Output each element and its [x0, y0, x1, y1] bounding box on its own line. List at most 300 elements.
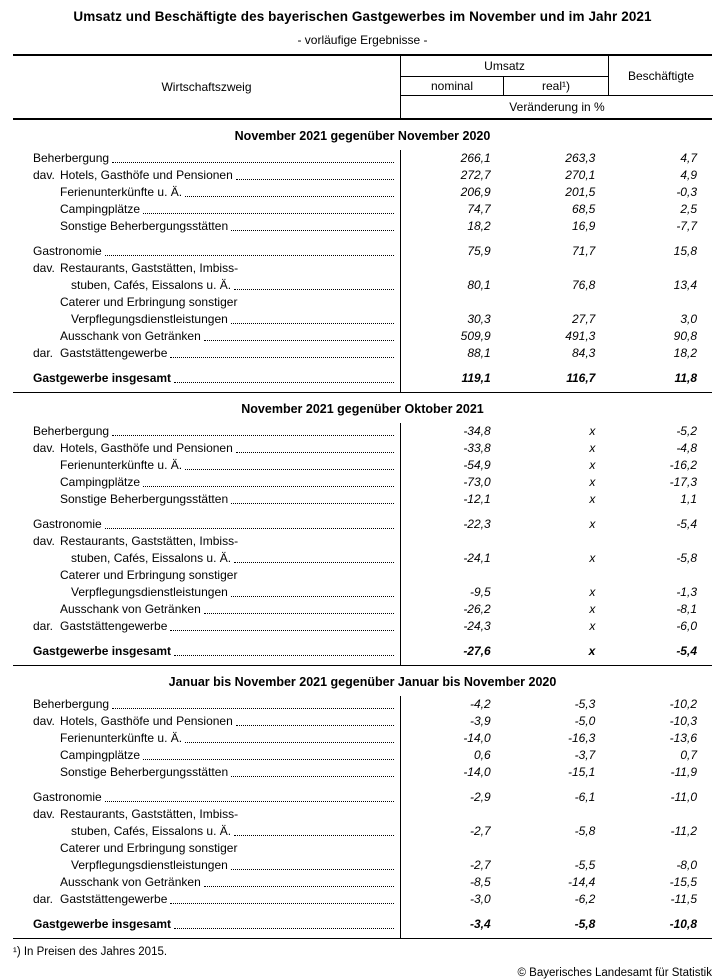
- table-row: [13, 806, 712, 823]
- column-header-change: Veränderung in %: [509, 100, 605, 114]
- row-values: [400, 806, 712, 823]
- section-title: November 2021 gegenüber November 2020: [234, 129, 491, 143]
- copyright-notice: © Bayerisches Landesamt für Statistik: [517, 967, 712, 979]
- table-row: [13, 167, 712, 184]
- table-row: [13, 362, 712, 392]
- value-real: x: [589, 475, 596, 489]
- row-label: stuben, Cafés, Eissalons u. Ä.: [71, 278, 232, 292]
- value-real: -3,7: [574, 748, 596, 762]
- row-label-cell: [13, 150, 400, 167]
- row-label-cell: [13, 508, 400, 533]
- dot-leader: [109, 696, 400, 713]
- table-row: [13, 423, 712, 440]
- table-row: [13, 294, 712, 311]
- row-label-cell: [13, 874, 400, 891]
- row-values: [400, 167, 712, 184]
- table-row: [13, 891, 712, 908]
- value-beschaeftigte: -11,0: [670, 790, 697, 804]
- row-label-cell: [13, 311, 400, 328]
- dot-leader: [182, 184, 400, 201]
- page-subtitle: - vorläufige Ergebnisse -: [297, 33, 428, 47]
- row-values: [400, 874, 712, 891]
- value-beschaeftigte: -5,8: [676, 551, 697, 565]
- table-row: [13, 747, 712, 764]
- row-prefix: [33, 201, 60, 218]
- value-nominal: 80,1: [467, 278, 491, 292]
- dot-leader: [228, 857, 400, 874]
- dot-leader: [228, 764, 400, 781]
- row-label: Hotels, Gasthöfe und Pensionen: [60, 714, 233, 728]
- value-nominal: -9,5: [469, 585, 491, 599]
- page-title: Umsatz und Beschäftigte des bayerischen Gastgewerbes im November und im Jahr 2021: [73, 9, 652, 24]
- value-nominal: -33,8: [463, 441, 491, 455]
- value-real: x: [589, 585, 596, 599]
- value-beschaeftigte: 1,1: [680, 492, 697, 506]
- value-nominal: -24,1: [463, 551, 491, 565]
- row-label: Gaststättengewerbe: [60, 619, 168, 633]
- row-label-cell: [13, 806, 400, 823]
- dot-leader: [171, 916, 400, 933]
- value-beschaeftigte: -4,8: [676, 441, 697, 455]
- row-values: [400, 908, 712, 938]
- table-row: [13, 550, 712, 567]
- value-real: 263,3: [565, 151, 596, 165]
- value-nominal: -2,9: [469, 790, 491, 804]
- row-values: [400, 533, 712, 550]
- row-label: Restaurants, Gaststätten, Imbiss-: [60, 261, 239, 275]
- value-beschaeftigte: -11,2: [670, 824, 697, 838]
- dot-leader: [228, 584, 400, 601]
- row-values: [400, 440, 712, 457]
- value-real: -14,4: [567, 875, 596, 889]
- value-beschaeftigte: -8,1: [676, 602, 697, 616]
- dot-leader: [109, 423, 400, 440]
- table-row: [13, 440, 712, 457]
- row-values: [400, 550, 712, 567]
- table-section: [13, 666, 712, 939]
- table-row: [13, 277, 712, 294]
- row-values: [400, 857, 712, 874]
- value-real: x: [589, 424, 596, 438]
- dot-leader: [233, 167, 400, 184]
- value-beschaeftigte: -5,4: [676, 517, 697, 531]
- row-values: [400, 618, 712, 635]
- row-values: [400, 184, 712, 201]
- column-header-umsatz: Umsatz: [401, 56, 608, 77]
- value-beschaeftigte: 0,7: [680, 748, 697, 762]
- value-beschaeftigte: 15,8: [673, 244, 697, 258]
- row-values: [400, 781, 712, 806]
- row-prefix: dav.: [33, 807, 55, 821]
- value-nominal: 272,7: [460, 168, 491, 182]
- row-prefix: [33, 823, 60, 840]
- row-label: Gastgewerbe insgesamt: [33, 644, 172, 658]
- dot-leader: [102, 243, 400, 260]
- value-beschaeftigte: -5,2: [676, 424, 697, 438]
- value-real: x: [589, 551, 596, 565]
- row-label: Ferienunterkünfte u. Ä.: [60, 185, 183, 199]
- row-label: Restaurants, Gaststätten, Imbiss-: [60, 807, 239, 821]
- row-label-cell: [13, 184, 400, 201]
- row-prefix: dav.: [33, 441, 55, 455]
- row-prefix: [33, 474, 60, 491]
- section-rows: [13, 150, 712, 392]
- value-beschaeftigte: -11,9: [670, 765, 697, 779]
- table-row: [13, 201, 712, 218]
- value-beschaeftigte: -0,3: [676, 185, 697, 199]
- value-beschaeftigte: -15,5: [669, 875, 697, 889]
- row-values: [400, 328, 712, 345]
- row-values: [400, 423, 712, 440]
- dot-leader: [109, 150, 400, 167]
- value-beschaeftigte: 4,7: [680, 151, 697, 165]
- row-values: [400, 584, 712, 601]
- row-values: [400, 201, 712, 218]
- table-row: [13, 908, 712, 938]
- dot-leader: [140, 201, 400, 218]
- row-label: Beherbergung: [33, 697, 110, 711]
- row-label-cell: [13, 584, 400, 601]
- value-real: -5,0: [574, 714, 596, 728]
- value-beschaeftigte: -6,0: [676, 619, 697, 633]
- column-header-branch: Wirtschaftszweig: [161, 80, 252, 94]
- row-label: Campingplätze: [60, 475, 141, 489]
- value-real: x: [588, 644, 596, 658]
- row-values: [400, 840, 712, 857]
- row-values: [400, 601, 712, 618]
- value-real: 68,5: [571, 202, 596, 216]
- value-beschaeftigte: -5,4: [676, 644, 697, 658]
- value-real: 27,7: [571, 312, 596, 326]
- row-prefix: dav.: [33, 168, 55, 182]
- row-values: [400, 362, 712, 392]
- row-prefix: [33, 491, 60, 508]
- row-label: Beherbergung: [33, 424, 110, 438]
- row-label-cell: [13, 781, 400, 806]
- row-label: Hotels, Gasthöfe und Pensionen: [60, 168, 233, 182]
- row-prefix: dav.: [33, 714, 55, 728]
- table-row: [13, 218, 712, 235]
- dot-leader: [231, 550, 400, 567]
- value-nominal: 509,9: [460, 329, 491, 343]
- table-row: [13, 764, 712, 781]
- dot-leader: [233, 713, 400, 730]
- value-real: x: [589, 602, 596, 616]
- row-label: Ausschank von Getränken: [60, 875, 201, 889]
- value-real: -5,3: [574, 697, 596, 711]
- row-prefix: dav.: [33, 534, 55, 548]
- row-label-cell: [13, 550, 400, 567]
- table-row: [13, 730, 712, 747]
- row-values: [400, 457, 712, 474]
- table-row: [13, 584, 712, 601]
- row-values: [400, 508, 712, 533]
- row-label: Campingplätze: [60, 748, 141, 762]
- table-row: [13, 618, 712, 635]
- dot-leader: [167, 891, 400, 908]
- row-label-cell: [13, 328, 400, 345]
- dot-leader: [233, 440, 400, 457]
- dot-leader: [171, 643, 400, 660]
- table-sections: [13, 120, 712, 939]
- row-values: [400, 474, 712, 491]
- value-nominal: 18,2: [467, 219, 491, 233]
- table-row: [13, 345, 712, 362]
- row-values: [400, 747, 712, 764]
- value-beschaeftigte: -10,2: [669, 697, 697, 711]
- row-prefix: [33, 840, 60, 857]
- row-label: Gaststättengewerbe: [60, 892, 168, 906]
- dot-leader: [140, 474, 400, 491]
- value-real: x: [589, 492, 596, 506]
- table-row: [13, 457, 712, 474]
- table-row: [13, 328, 712, 345]
- row-label-cell: [13, 474, 400, 491]
- value-beschaeftigte: -1,3: [676, 585, 697, 599]
- value-beschaeftigte: 3,0: [680, 312, 697, 326]
- value-nominal: 0,6: [473, 748, 491, 762]
- table-row: [13, 696, 712, 713]
- row-prefix: dav.: [33, 261, 55, 275]
- value-real: -5,8: [574, 917, 596, 931]
- row-label-cell: [13, 747, 400, 764]
- value-nominal: 119,1: [461, 371, 491, 385]
- row-values: [400, 218, 712, 235]
- value-nominal: -24,3: [463, 619, 491, 633]
- value-real: 491,3: [565, 329, 596, 343]
- row-label-cell: [13, 635, 400, 665]
- value-real: x: [589, 517, 596, 531]
- row-prefix: [33, 601, 60, 618]
- row-values: [400, 713, 712, 730]
- dot-leader: [201, 874, 400, 891]
- dot-leader: [201, 601, 400, 618]
- row-label-cell: [13, 218, 400, 235]
- value-real: 84,3: [571, 346, 596, 360]
- value-beschaeftigte: 18,2: [673, 346, 697, 360]
- table-row: [13, 857, 712, 874]
- row-label-cell: [13, 764, 400, 781]
- value-beschaeftigte: 11,8: [674, 371, 697, 385]
- row-values: [400, 150, 712, 167]
- dot-leader: [140, 747, 400, 764]
- table-row: [13, 601, 712, 618]
- row-values: [400, 491, 712, 508]
- value-nominal: -26,2: [463, 602, 491, 616]
- table-header-right: [400, 56, 712, 118]
- row-label: Sonstige Beherbergungsstätten: [60, 492, 229, 506]
- section-rows: [13, 696, 712, 938]
- row-label-cell: [13, 730, 400, 747]
- value-real: -5,5: [574, 858, 596, 872]
- value-real: 16,9: [571, 219, 596, 233]
- value-nominal: -14,0: [463, 731, 491, 745]
- row-label: Beherbergung: [33, 151, 110, 165]
- value-nominal: -3,9: [469, 714, 491, 728]
- row-label: Verpflegungsdienstleistungen: [71, 858, 228, 872]
- row-prefix: [33, 764, 60, 781]
- column-header-beschaeftigte: Beschäftigte: [608, 56, 713, 96]
- row-label-cell: [13, 201, 400, 218]
- row-label: Sonstige Beherbergungsstätten: [60, 219, 229, 233]
- row-label: Caterer und Erbringung sonstiger: [60, 295, 238, 309]
- row-label: Ferienunterkünfte u. Ä.: [60, 458, 183, 472]
- table-row: [13, 474, 712, 491]
- table-row: [13, 150, 712, 167]
- row-prefix: [33, 277, 60, 294]
- value-nominal: 206,9: [460, 185, 491, 199]
- row-label: Gastronomie: [33, 790, 102, 804]
- row-label: Caterer und Erbringung sonstiger: [60, 841, 238, 855]
- row-values: [400, 567, 712, 584]
- value-beschaeftigte: -7,7: [676, 219, 697, 233]
- value-nominal: -2,7: [469, 824, 491, 838]
- row-label: Gastgewerbe insgesamt: [33, 917, 172, 931]
- table-row: [13, 235, 712, 260]
- row-prefix: [33, 457, 60, 474]
- table-section: [13, 120, 712, 393]
- dot-leader: [231, 823, 400, 840]
- value-nominal: -22,3: [463, 517, 491, 531]
- row-values: [400, 764, 712, 781]
- value-beschaeftigte: -17,3: [669, 475, 697, 489]
- value-real: -5,8: [574, 824, 596, 838]
- row-label-cell: [13, 362, 400, 392]
- row-values: [400, 635, 712, 665]
- value-real: x: [589, 441, 596, 455]
- table-section: [13, 393, 712, 666]
- dot-leader: [228, 311, 400, 328]
- value-nominal: 75,9: [467, 244, 491, 258]
- row-prefix: [33, 311, 60, 328]
- table-header: [13, 54, 712, 120]
- row-values: [400, 891, 712, 908]
- row-label-cell: [13, 908, 400, 938]
- dot-leader: [182, 457, 400, 474]
- table-row: [13, 260, 712, 277]
- statistics-table: [13, 54, 712, 939]
- value-real: x: [589, 619, 596, 633]
- row-label-cell: [13, 857, 400, 874]
- value-nominal: -12,1: [463, 492, 491, 506]
- row-label-cell: [13, 891, 400, 908]
- value-beschaeftigte: 2,5: [680, 202, 697, 216]
- row-label: Caterer und Erbringung sonstiger: [60, 568, 238, 582]
- value-nominal: -73,0: [463, 475, 491, 489]
- row-values: [400, 260, 712, 277]
- section-rows: [13, 423, 712, 665]
- value-real: 270,1: [565, 168, 596, 182]
- row-label: Gastronomie: [33, 517, 102, 531]
- row-values: [400, 696, 712, 713]
- column-header-nominal: nominal: [401, 77, 504, 96]
- table-row: [13, 491, 712, 508]
- row-values: [400, 345, 712, 362]
- table-row: [13, 823, 712, 840]
- value-beschaeftigte: -10,8: [669, 917, 697, 931]
- row-prefix: dar.: [33, 619, 54, 633]
- dot-leader: [102, 516, 400, 533]
- value-nominal: -27,6: [463, 644, 491, 658]
- row-label-cell: [13, 440, 400, 457]
- section-title: November 2021 gegenüber Oktober 2021: [241, 402, 484, 416]
- value-nominal: -34,8: [463, 424, 491, 438]
- row-values: [400, 235, 712, 260]
- column-header-real: real¹): [504, 77, 608, 96]
- row-prefix: [33, 184, 60, 201]
- dot-leader: [171, 370, 400, 387]
- row-label: Gastgewerbe insgesamt: [33, 371, 172, 385]
- row-label-cell: [13, 423, 400, 440]
- value-nominal: -4,2: [469, 697, 491, 711]
- row-label-cell: [13, 601, 400, 618]
- value-beschaeftigte: -13,6: [669, 731, 697, 745]
- table-row: [13, 713, 712, 730]
- row-label-cell: [13, 491, 400, 508]
- value-nominal: -3,4: [469, 917, 491, 931]
- row-values: [400, 311, 712, 328]
- row-label-cell: [13, 533, 400, 550]
- row-prefix: [33, 328, 60, 345]
- row-label: Gaststättengewerbe: [60, 346, 168, 360]
- row-prefix: [33, 857, 60, 874]
- value-real: -6,2: [574, 892, 596, 906]
- value-nominal: 266,1: [460, 151, 491, 165]
- value-real: 76,8: [571, 278, 596, 292]
- row-prefix: [33, 550, 60, 567]
- value-real: 71,7: [571, 244, 596, 258]
- value-real: -16,3: [567, 731, 596, 745]
- row-values: [400, 277, 712, 294]
- row-label: stuben, Cafés, Eissalons u. Ä.: [71, 551, 232, 565]
- row-label: Campingplätze: [60, 202, 141, 216]
- row-label: Ferienunterkünfte u. Ä.: [60, 731, 183, 745]
- row-label-cell: [13, 260, 400, 277]
- row-label-cell: [13, 696, 400, 713]
- row-label-cell: [13, 840, 400, 857]
- table-row: [13, 533, 712, 550]
- value-nominal: -54,9: [463, 458, 491, 472]
- row-values: [400, 730, 712, 747]
- value-beschaeftigte: 13,4: [673, 278, 697, 292]
- row-label-cell: [13, 277, 400, 294]
- row-prefix: dar.: [33, 346, 54, 360]
- table-row: [13, 567, 712, 584]
- value-real: 116,7: [566, 371, 596, 385]
- row-prefix: [33, 747, 60, 764]
- value-beschaeftigte: -10,3: [669, 714, 697, 728]
- table-row: [13, 781, 712, 806]
- row-label: Restaurants, Gaststätten, Imbiss-: [60, 534, 239, 548]
- row-label: Verpflegungsdienstleistungen: [71, 312, 228, 326]
- value-real: -6,1: [574, 790, 596, 804]
- row-prefix: [33, 730, 60, 747]
- dot-leader: [182, 730, 400, 747]
- value-real: 201,5: [565, 185, 596, 199]
- dot-leader: [167, 345, 400, 362]
- row-label-cell: [13, 345, 400, 362]
- row-label: Ausschank von Getränken: [60, 602, 201, 616]
- value-nominal: -8,5: [469, 875, 491, 889]
- table-row: [13, 508, 712, 533]
- value-beschaeftigte: -8,0: [676, 858, 697, 872]
- row-label: Verpflegungsdienstleistungen: [71, 585, 228, 599]
- table-row: [13, 311, 712, 328]
- row-label: Sonstige Beherbergungsstätten: [60, 765, 229, 779]
- value-nominal: 30,3: [467, 312, 491, 326]
- row-prefix: dar.: [33, 892, 54, 906]
- row-prefix: [33, 567, 60, 584]
